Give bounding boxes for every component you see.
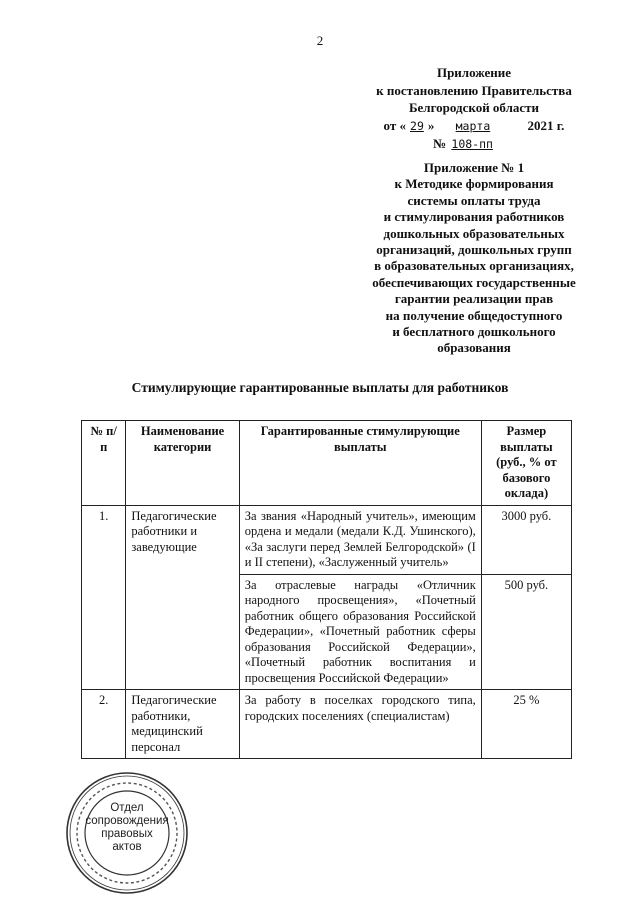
row2-payment: За работу в поселках городского типа, городских поселениях (специалистам)	[239, 690, 481, 759]
table-row	[82, 505, 572, 574]
appendix-date	[330, 117, 618, 136]
appendix1-line: Приложение № 1	[423, 160, 525, 175]
appendix1-line: на получение общедоступного	[385, 307, 563, 323]
appendix1-line: образования	[437, 340, 511, 356]
row1-size-1: 3000 руб.	[481, 505, 571, 574]
row2-size: 25 %	[481, 690, 571, 759]
date-year: 2021 г.	[527, 117, 565, 133]
appendix-line-1: к постановлению Правительства	[376, 82, 572, 98]
row1-payment-2: За отраслевые награды «Отличник народного просвещения», «Почетный работник общего образования Российской Федерации», «Почетный работник сферы образования Российской Федерации», «Почетный работник воспитания и просвещения Российской Федерации»	[239, 574, 481, 690]
header-size: Размер выплаты (руб., % от базового оклада)	[481, 421, 571, 506]
appendix1-line: дошкольных образовательных	[383, 225, 565, 241]
row1-num: 1.	[82, 505, 126, 690]
appendix1-header	[326, 160, 622, 357]
table-row	[82, 690, 572, 759]
date-month: марта	[455, 118, 491, 133]
row2-category: Педагогические работники, медицинский персонал	[126, 690, 239, 759]
appendix-number	[330, 135, 618, 154]
date-prefix: от «	[383, 117, 407, 133]
appendix1-line: гарантии реализации прав	[394, 291, 554, 307]
appendix1-line: и бесплатного дошкольного	[392, 324, 556, 340]
row2-num: 2.	[82, 690, 126, 759]
row1-category: Педагогические работники и заведующие	[126, 505, 239, 690]
row1-payment-1: За звания «Народный учитель», имеющим ордена и медали (медали К.Д. Ушинского), «За заслуги перед Землей Белгородской» (I и II степени), «Заслуженный учитель»	[239, 505, 481, 574]
appendix-title: Приложение	[436, 65, 512, 80]
table-title: Стимулирующие гарантированные выплаты для работников	[131, 380, 509, 395]
stamp-line: актов	[112, 841, 142, 853]
stamp-line: сопровождения	[85, 815, 169, 827]
stamp-text	[64, 802, 190, 854]
number-value: 108-пп	[451, 137, 493, 151]
appendix1-line: к Методике формирования	[394, 176, 554, 192]
appendix1-line: в образовательных организациях,	[374, 258, 574, 274]
header-category: Наименование категории	[126, 421, 239, 506]
stamp-line: правовых	[101, 828, 153, 840]
appendix1-line: организаций, дошкольных групп	[376, 242, 572, 258]
page-number: 2	[316, 33, 324, 48]
appendix1-line: и стимулирования работников	[383, 209, 565, 225]
date-mid: »	[427, 117, 435, 133]
appendix1-line: обеспечивающих государственные	[372, 274, 576, 290]
date-day: 29	[410, 118, 424, 133]
header-payments: Гарантированные стимулирующие выплаты	[239, 421, 481, 506]
row1-size-2: 500 руб.	[481, 574, 571, 690]
appendix-line-2: Белгородской области	[408, 100, 540, 115]
stamp-line: Отдел	[110, 802, 144, 814]
number-prefix: №	[433, 136, 447, 151]
table-header-row	[82, 421, 572, 506]
appendix1-line: системы оплаты труда	[407, 192, 541, 208]
appendix-header	[330, 64, 618, 154]
payments-table	[81, 420, 572, 759]
header-num: № п/п	[82, 421, 126, 506]
